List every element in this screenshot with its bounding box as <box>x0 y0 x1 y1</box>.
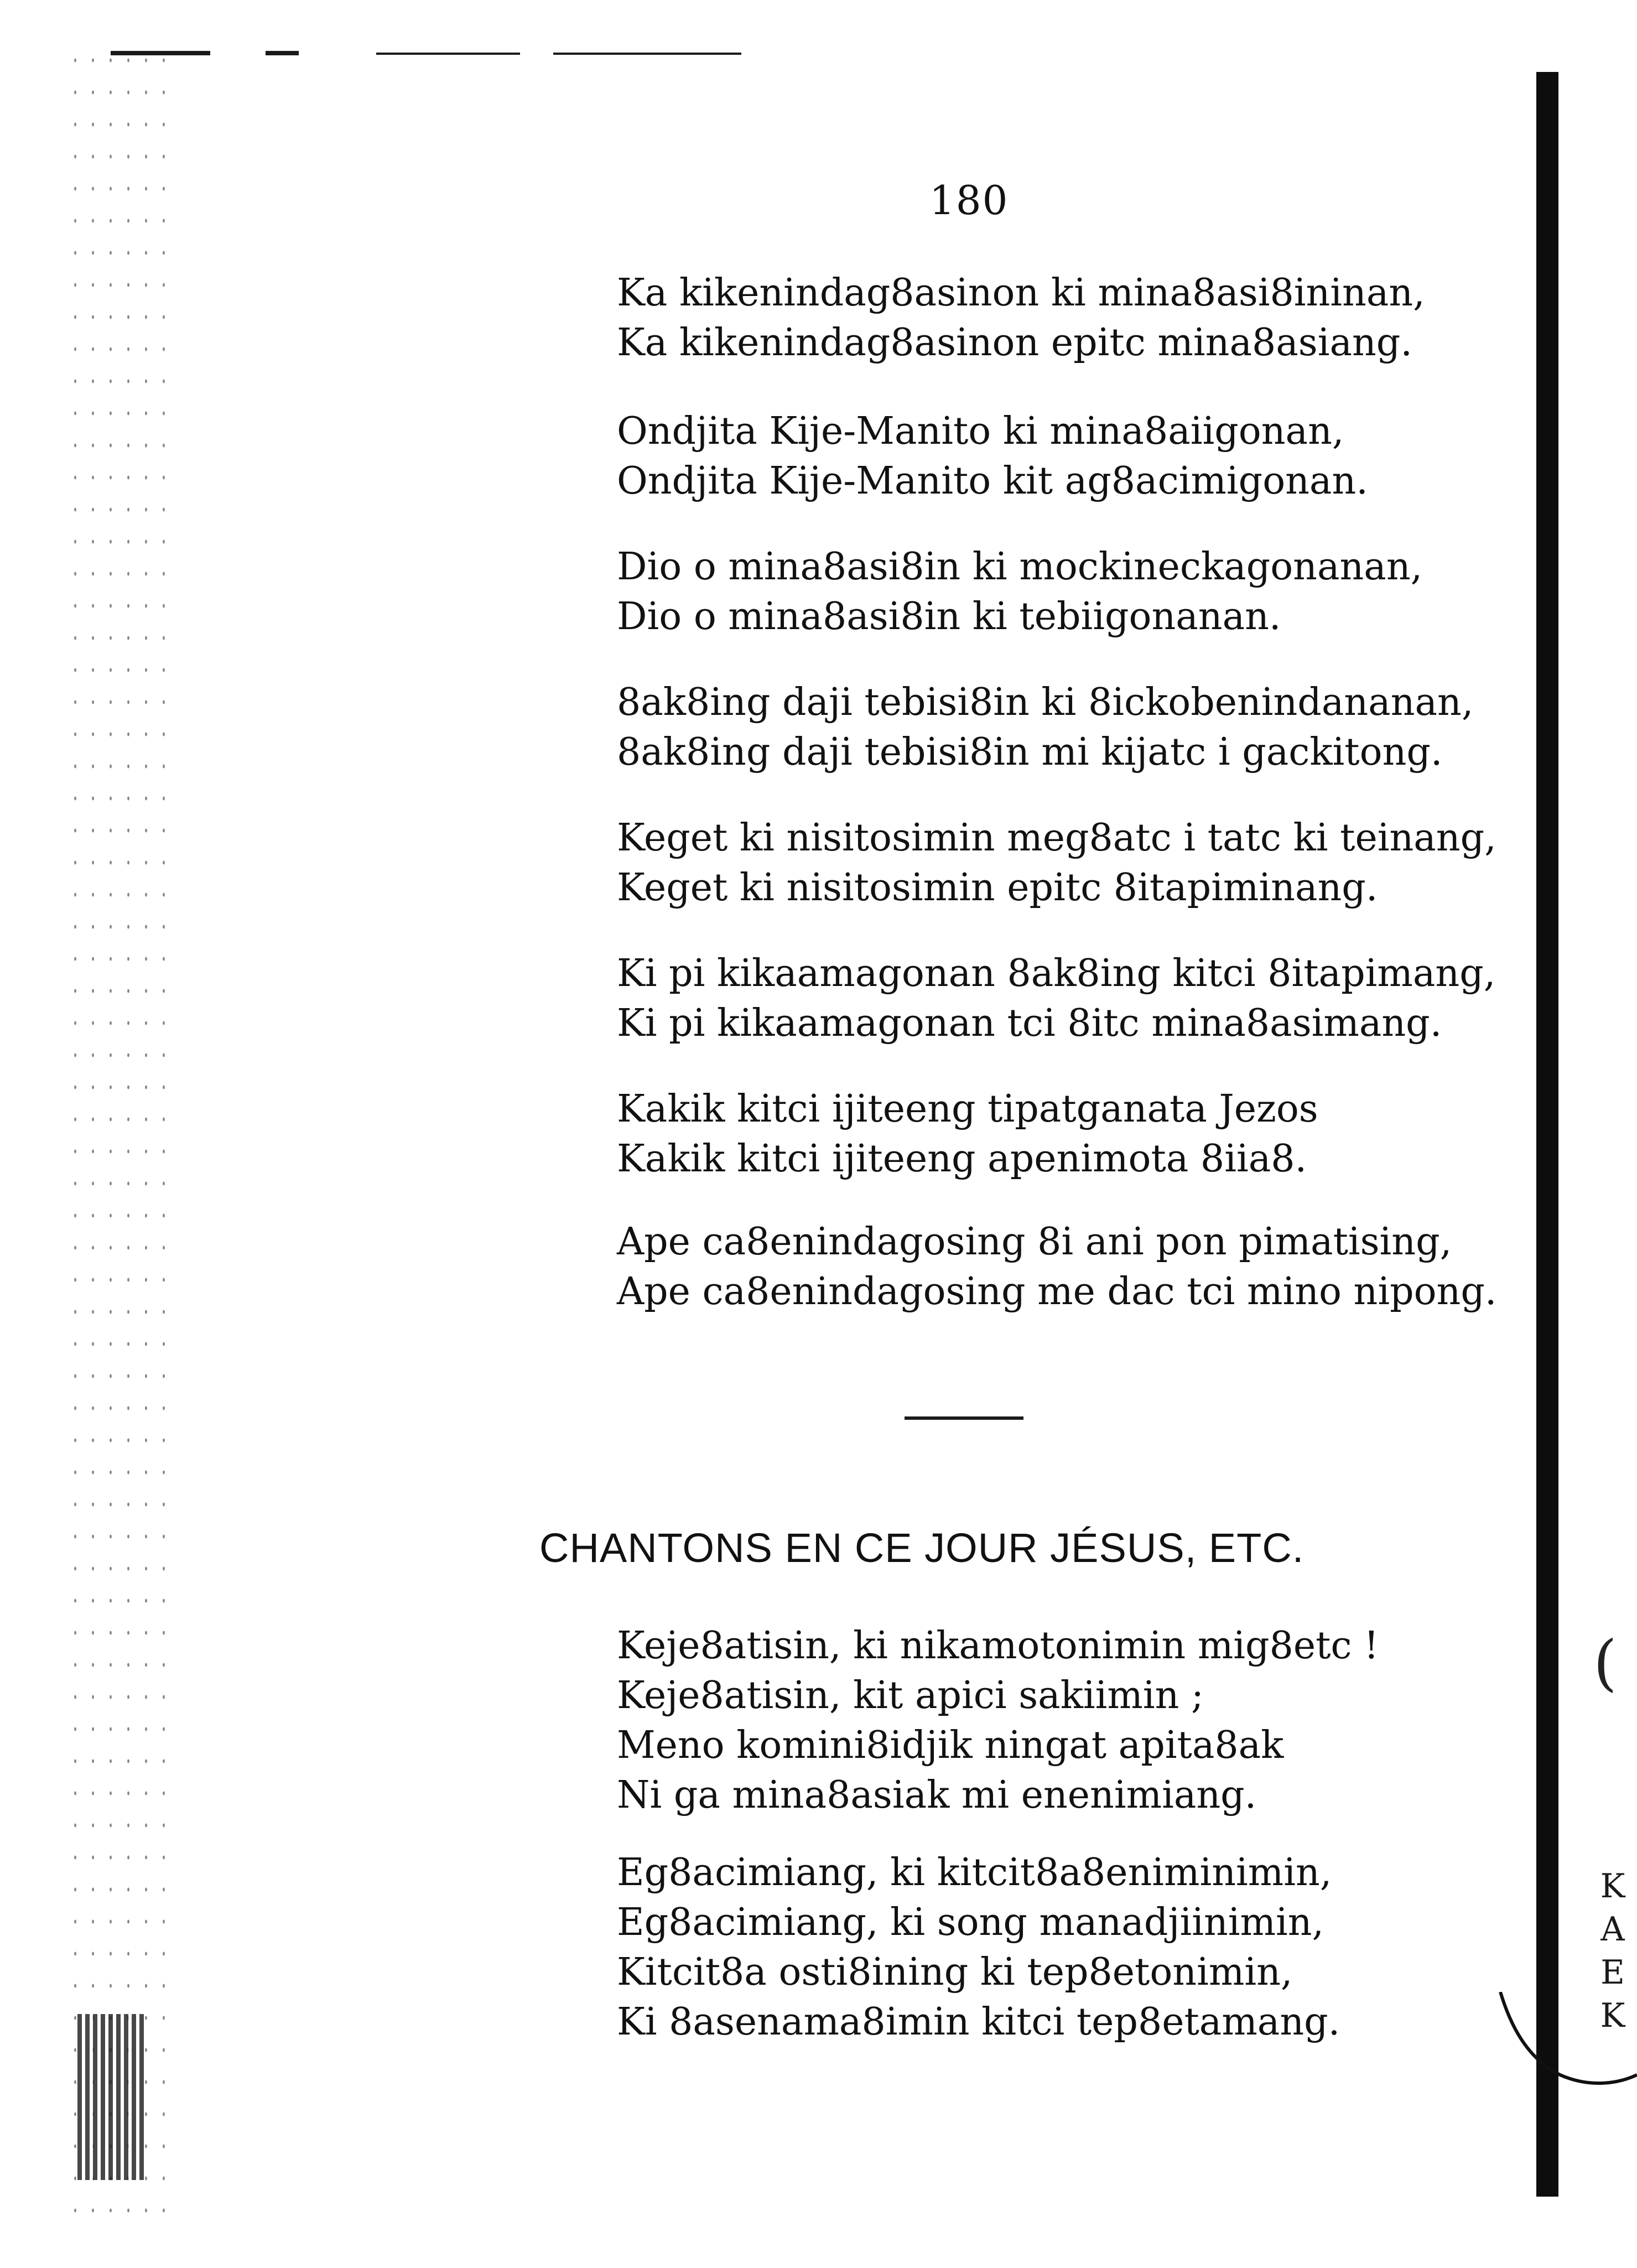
verse-line: Keget ki nisitosimin meg8atc i tatc ki teinang, <box>617 816 1496 860</box>
stanza <box>617 268 1425 368</box>
verse-line: Dio o mina8asi8in ki mockineckagonanan, <box>617 545 1423 589</box>
stanza <box>617 678 1473 777</box>
verse-line: Ki pi kikaamagonan tci 8itc mina8asimang. <box>617 1001 1442 1045</box>
scan-mark-top <box>553 53 741 55</box>
verse-line: Ape ca8enindagosing me dac tci mino nipong. <box>617 1270 1497 1314</box>
verse-line: Keget ki nisitosimin epitc 8itapiminang. <box>617 866 1378 910</box>
section-heading: CHANTONS EN CE JOUR JÉSUS, ETC. <box>539 1525 1305 1571</box>
scan-mark-top <box>111 51 210 55</box>
stanza <box>617 813 1496 913</box>
verse-line: Eg8acimiang, ki song manadjiinimin, <box>617 1901 1324 1944</box>
edge-letter: A <box>1600 1910 1625 1949</box>
page-number: 180 <box>929 177 1009 224</box>
stanza <box>617 949 1495 1049</box>
stanza <box>617 542 1422 642</box>
section-separator <box>905 1416 1023 1420</box>
verse-line: Ondjita Kije-Manito kit ag8acimigonan. <box>617 459 1368 503</box>
stanza <box>617 407 1368 506</box>
stanza <box>617 1217 1497 1317</box>
verse-line: Eg8acimiang, ki kitcit8a8eniminimin, <box>617 1851 1332 1895</box>
verse-line: Kakik kitci ijiteeng apenimota 8iia8. <box>617 1137 1307 1181</box>
scan-mark-top <box>376 53 520 55</box>
verse-line: 8ak8ing daji tebisi8in mi kijatc i gackitong. <box>617 730 1443 774</box>
verse-line: Keje8atisin, kit apici sakiimin ; <box>617 1674 1204 1717</box>
verse-line: Ondjita Kije-Manito ki mina8aiigonan, <box>617 409 1344 453</box>
edge-bracket-glyph: ( <box>1593 1627 1617 1698</box>
verse-line: Ape ca8enindagosing 8i ani pon pimatising, <box>617 1220 1452 1264</box>
verse-line: Dio o mina8asi8in ki tebiigonanan. <box>617 595 1281 639</box>
verse-line: Ni ga mina8asiak mi enenimiang. <box>617 1773 1257 1817</box>
stanza <box>617 1084 1318 1184</box>
scan-noise-left <box>66 44 166 2235</box>
verse-line: Meno komini8idjik ningat apita8ak <box>617 1724 1284 1767</box>
verse-line: Kitcit8a osti8ining ki tep8etonimin, <box>617 1950 1293 1994</box>
verse-line: Kakik kitci ijiteeng tipatganata Jezos <box>617 1087 1318 1131</box>
verse-line: Ka kikenindag8asinon epitc mina8asiang. <box>617 321 1412 365</box>
scan-binding-bar <box>77 2014 144 2180</box>
verse-line: Keje8atisin, ki nikamotonimin mig8etc ! <box>617 1624 1379 1668</box>
verse-line: Ki 8asenama8imin kitci tep8etamang. <box>617 2000 1340 2044</box>
edge-letter: E <box>1600 1953 1625 1992</box>
verse-line: 8ak8ing daji tebisi8in ki 8ickobenindananan, <box>617 681 1474 724</box>
page-edge-bar <box>1536 72 1558 2197</box>
edge-letter: K <box>1600 1996 1625 2035</box>
stanza <box>617 1848 1340 2047</box>
edge-curve-mark <box>1494 1992 1637 2108</box>
scan-mark-top <box>266 51 299 55</box>
stanza <box>617 1621 1379 1820</box>
verse-line: Ki pi kikaamagonan 8ak8ing kitci 8itapimang, <box>617 952 1496 995</box>
verse-line: Ka kikenindag8asinon ki mina8asi8ininan, <box>617 271 1425 315</box>
edge-letter: K <box>1600 1867 1625 1906</box>
